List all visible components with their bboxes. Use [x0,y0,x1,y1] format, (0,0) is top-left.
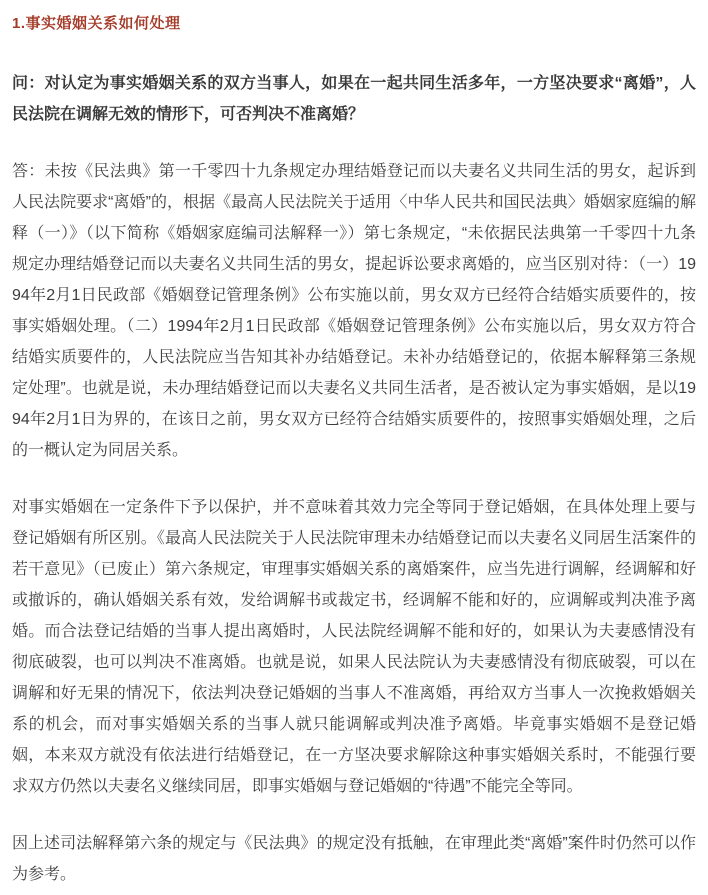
question-paragraph: 问：对认定为事实婚姻关系的双方当事人，如果在一起共同生活多年，一方坚决要求“离婚”，人民法院在调解无效的情形下，可否判决不准离婚？ [12,75,696,123]
discussion-paragraph: 对事实婚姻在一定条件下予以保护，并不意味着其效力完全等同于登记婚姻，在具体处理上要与登记婚姻有所区别。《最高人民法院关于人民法院审理未办结婚登记而以夫妻名义同居生活案件的若干意见》（已废止）第六条规定，审理事实婚姻关系的离婚案件，应当先进行调解，经调解和好或撤诉的，确认婚姻关系有效，发给调解书或裁定书，经调解不能和好的，应调解或判决准予离婚。而合法登记结婚的当事人提出离婚时，人民法院经调解不能和好的，如果认为夫妻感情没有彻底破裂，也可以判决不准离婚。也就是说，如果人民法院认为夫妻感情没有彻底破裂，可以在调解和好无果的情况下，依法判决登记婚姻的当事人不准离婚，再给双方当事人一次挽救婚姻关系的机会，而对事实婚姻关系的当事人就只能调解或判决准予离婚。毕竟事实婚姻不是登记婚姻，本来双方就没有依法进行结婚登记，在一方坚决要求解除这种事实婚姻关系时，不能强行要求双方仍然以夫妻名义继续同居，即事实婚姻与登记婚姻的“待遇”不能完全等同。 [12,499,696,795]
section-heading: 1.事实婚姻关系如何处理 [12,15,181,32]
answer-paragraph: 答：未按《民法典》第一千零四十九条规定办理结婚登记而以夫妻名义共同生活的男女，起诉到人民法院要求“离婚”的，根据《最高人民法院关于适用〈中华人民共和国民法典〉婚姻家庭编的解释（一）》（以下简称《婚姻家庭编司法解释一》）第七条规定，“未依据民法典第一千零四十九条规定办理结婚登记而以夫妻名义共同生活的男女，提起诉讼要求离婚的，应当区别对待：（一）1994年2月1日民政部《婚姻登记管理条例》公布实施以前，男女双方已经符合结婚实质要件的，按事实婚姻处理。（二）1994年2月1日民政部《婚姻登记管理条例》公布实施以后，男女双方符合结婚实质要件的，人民法院应当告知其补办结婚登记。未补办结婚登记的，依据本解释第三条规定处理”。也就是说，未办理结婚登记而以夫妻名义共同生活者，是否被认定为事实婚姻，是以1994年2月1日为界的，在该日之前，男女双方已经符合结婚实质要件的，按照事实婚姻处理，之后的一概认定为同居关系。 [12,163,696,459]
conclusion-paragraph: 因上述司法解释第六条的规定与《民法典》的规定没有抵触，在审理此类“离婚”案件时仍然可以作为参考。 [12,835,696,883]
